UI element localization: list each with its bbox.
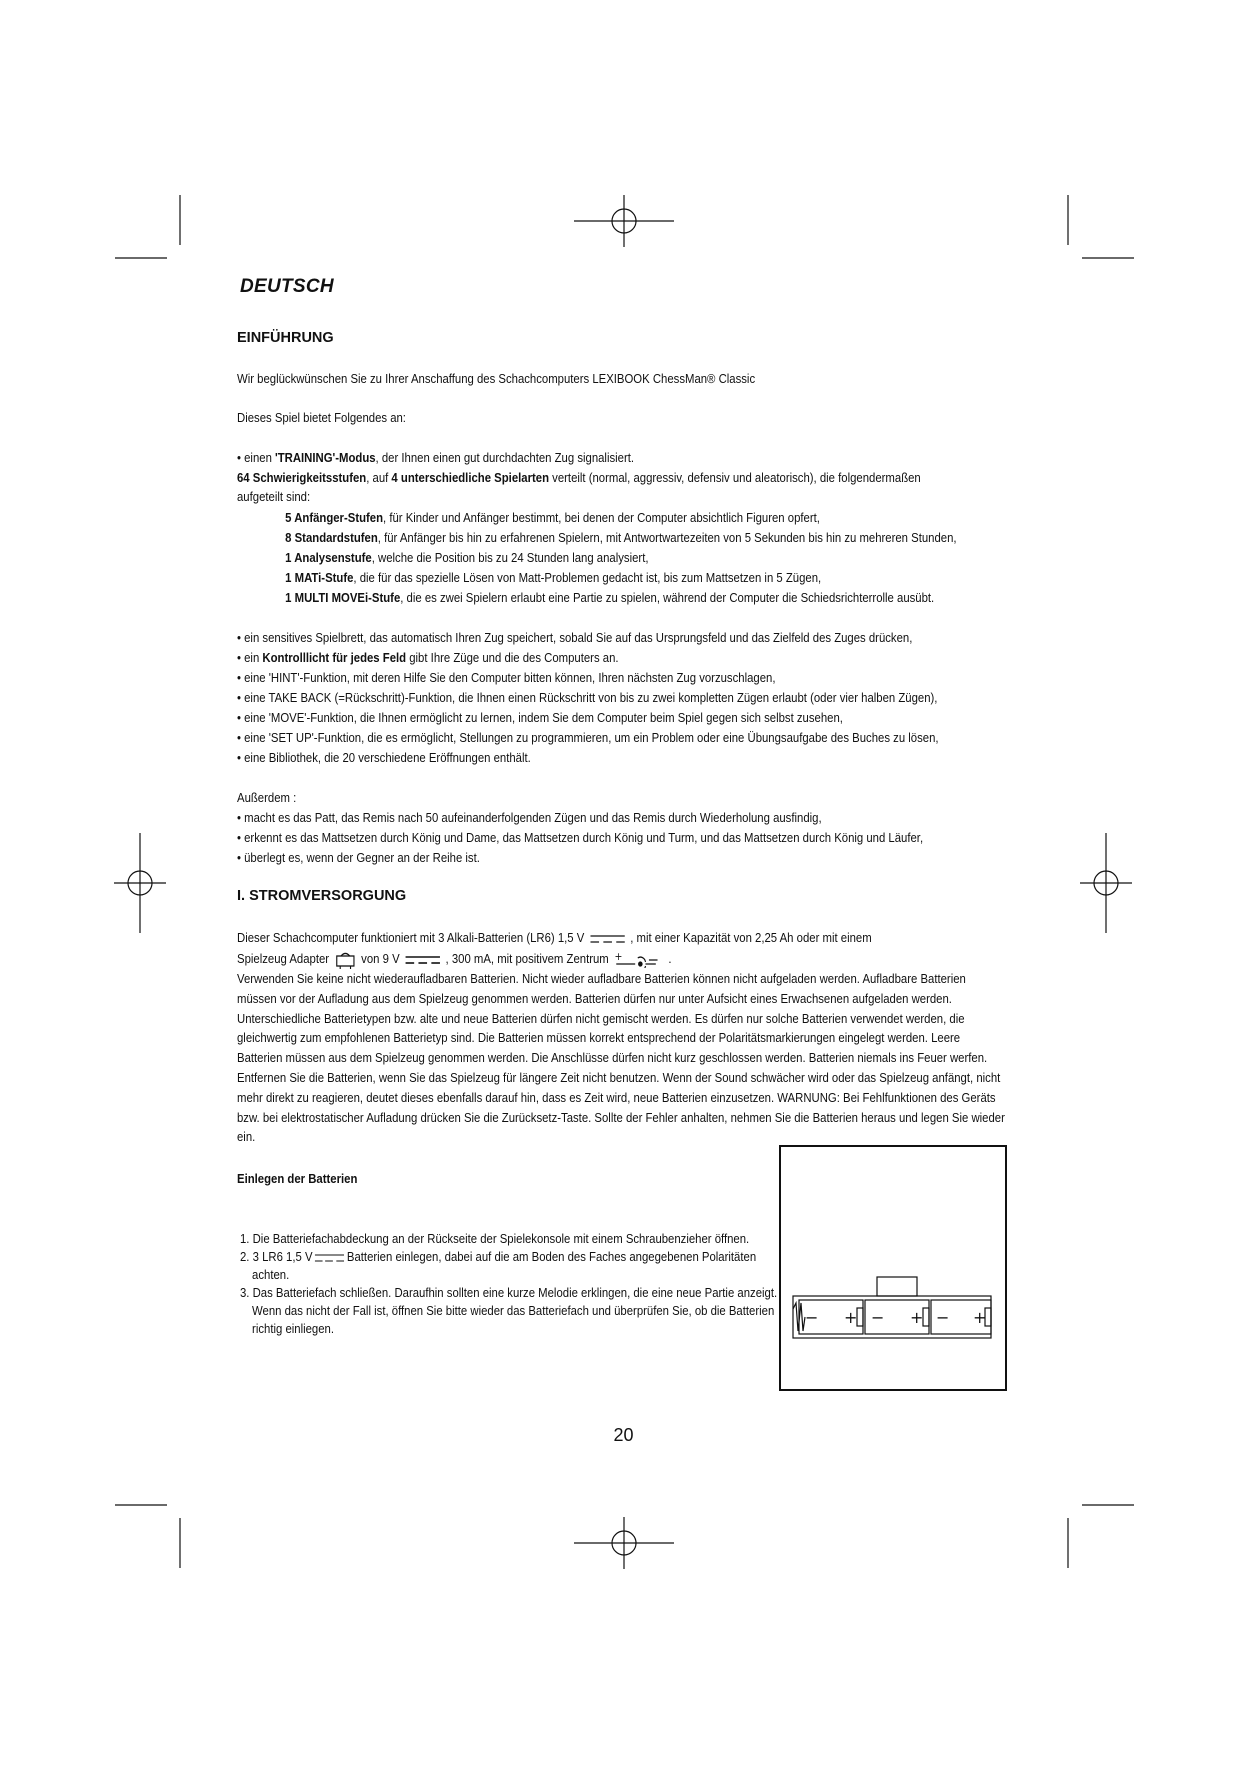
plus-sign: + — [844, 1308, 858, 1327]
levels-bold-2: 4 unterschiedliche Spielarten — [391, 470, 550, 485]
plus-sign: + — [973, 1308, 987, 1327]
step-item-2 — [240, 1248, 785, 1284]
power-line-1a: Dieser Schachcomputer funktioniert mit 3 Alkali-Batterien (LR6) 1,5 V — [237, 930, 585, 945]
plus-sign: + — [910, 1308, 924, 1327]
minus-sign: − — [871, 1308, 885, 1327]
level-item-bold: 8 Standardstufen — [285, 530, 378, 545]
levels-text-cont: aufgeteilt sind: — [237, 489, 311, 504]
training-pre: • einen — [237, 450, 276, 465]
language-heading: DEUTSCH — [240, 276, 334, 297]
level-item — [237, 528, 957, 548]
feature-item: • eine TAKE BACK (=Rückschritt)-Funktion, die Ihnen einen Rückschritt von bis zu zwei kompletten Zügen erlaubt (oder vier halben Zügen), — [237, 690, 938, 705]
minus-sign: − — [805, 1308, 819, 1327]
level-item-text: , für Anfänger bis hin zu erfahrenen Spielern, mit Antwortwartezeiten von 5 Sekunden bis hin zu mehreren Stunden, — [377, 530, 957, 545]
level-item-text: , für Kinder und Anfänger bestimmt, bei denen der Computer absichtlich Figuren opfert, — [383, 510, 820, 525]
adapter-icon — [335, 951, 356, 969]
dc-symbol-icon — [315, 1253, 344, 1263]
levels-mid: , auf — [366, 470, 392, 485]
levels-bold-1: 64 Schwierigkeitsstufen — [237, 470, 367, 485]
also-item: • erkennt es das Mattsetzen durch König und Dame, das Mattsetzen durch König und Turm, und das Mattsetzen durch König und Läufer, — [237, 830, 924, 845]
levels-text — [237, 468, 921, 488]
congrats-text: Wir beglückwünschen Sie zu Ihrer Anschaffung des Schachcomputers LEXIBOOK ChessMan® Classic — [237, 371, 756, 386]
dc-symbol-icon — [405, 955, 439, 965]
step-2-rest: Batterien einlegen, dabei auf die am Boden des Faches angegebenen Polaritäten achten. — [252, 1249, 757, 1282]
svg-text:+: + — [614, 951, 623, 963]
power-body: Verwenden Sie keine nicht wiederaufladbaren Batterien. Nicht wieder aufladbare Batterien können nicht aufgeladen werden. Aufladbare Batterien müssen vor der Aufladung aus dem Spielzeug genommen werden. Batterien dürfen nur unter Aufsicht eines Erwachsenen aufgeladen werden. Unterschiedliche Batterietypen bzw. alte und neue Batterien dürfen nicht gemischt werden. Es dürfen nur solche Batterien verwendet werden, die gleichwertig zum empfohlenen Batterietyp sind. Die Batterien müssen korrekt entsprechend der Polaritätsmarkierungen eingelegt werden. Leere Batterien müssen aus dem Spielzeug genommen werden. Die Anschlüsse dürfen nicht kurz geschlossen werden. Batterien niemals ins Feuer werfen. Entfernen Sie die Batterien, wenn Sie das Spielzeug für längere Zeit nicht benutzen. Wenn der Sound schwächer wird oder das Spielzeug anfängt, nicht mehr direkt zu reagieren, deutet dieses ebenfalls darauf hin, dass es Zeit wird, neue Batterien einzusetzen. WARNUNG: Bei Fehlfunktionen des Geräts bzw. bei elektrostatischer Aufladung drücken Sie die Zurücksetz-Taste. Sollte der Fehler anhalten, nehmen Sie die Batterien heraus und legen Sie wieder ein. — [237, 971, 1005, 1145]
feature-item: • eine 'HINT'-Funktion, mit deren Hilfe Sie den Computer bitten können, Ihren nächsten Zug vorzuschlagen, — [237, 670, 776, 685]
power-line-2 — [237, 949, 899, 969]
light-pre: • ein — [237, 650, 263, 665]
offers-text: Dieses Spiel bietet Folgendes an: — [237, 410, 406, 425]
feature-item: • eine 'MOVE'-Funktion, die Ihnen ermöglicht zu lernen, indem Sie dem Computer beim Spiel gegen sich selbst zusehen, — [237, 710, 843, 725]
polarity-symbol-icon — [614, 952, 662, 968]
level-item — [237, 568, 899, 588]
levels-post: verteilt (normal, aggressiv, defensiv und aleatorisch), die folgendermaßen — [549, 470, 921, 485]
level-list — [237, 508, 957, 608]
step-item: 3. Das Batteriefach schließen. Daraufhin sollten eine kurze Melodie erklingen, die eine neue Partie anzeigt. Wenn das nicht der Fall ist, öffnen Sie bitte wieder das Batteriefach und überprüfen Sie, ob die Batterien richtig einliegen. — [240, 1285, 778, 1336]
level-item-text: , die für das spezielle Lösen von Matt-Problemen gedacht ist, bis zum Mattsetzen in 5 Zügen, — [353, 570, 822, 585]
level-item — [237, 548, 899, 568]
battery-diagram — [779, 1145, 1007, 1391]
power-line-1 — [237, 928, 899, 948]
power-line-2c: , 300 mA, mit positivem Zentrum — [445, 951, 609, 966]
insert-heading: Einlegen der Batterien — [237, 1171, 358, 1186]
level-item-bold: 1 Analysenstufe — [285, 550, 372, 565]
minus-sign: − — [936, 1308, 950, 1327]
feature-item: • ein sensitives Spielbrett, das automatisch Ihren Zug speichert, sobald Sie auf das Ursprungsfeld und das Zielfeld des Zuges drücken, — [237, 630, 913, 645]
training-bold: 'TRAINING'-Modus — [275, 450, 376, 465]
light-bold: Kontrolllicht für jedes Feld — [262, 650, 407, 665]
feature-list — [237, 628, 939, 768]
step-item: 1. Die Batteriefachabdeckung an der Rückseite der Spielekonsole mit einem Schraubenzieher öffnen. — [240, 1231, 750, 1246]
steps-list — [240, 1230, 778, 1338]
also-text: Außerdem : — [237, 790, 297, 805]
dc-symbol-icon — [590, 934, 624, 944]
page-number: 20 — [613, 1425, 634, 1445]
step-2-lead: 2. 3 LR6 1,5 V — [240, 1249, 313, 1264]
also-list — [237, 808, 924, 868]
power-line-1b: , mit einer Kapazität von 2,25 Ah oder mit einem — [630, 930, 872, 945]
feature-item: • eine Bibliothek, die 20 verschiedene Eröffnungen enthält. — [237, 750, 531, 765]
section-heading-intro: EINFÜHRUNG — [237, 330, 334, 346]
power-line-2a: Spielzeug Adapter — [237, 951, 330, 966]
light-post: gibt Ihre Züge und die des Computers an. — [406, 650, 619, 665]
level-item-text: , welche die Position bis zu 24 Stunden lang analysiert, — [371, 550, 649, 565]
battery-compartment-icon — [781, 1147, 1005, 1389]
level-item-bold: 1 MULTI MOVEi-Stufe — [285, 590, 401, 605]
training-post: , der Ihnen einen gut durchdachten Zug signalisiert. — [375, 450, 635, 465]
feature-item: • eine 'SET UP'-Funktion, die es ermöglicht, Stellungen zu programmieren, um ein Problem oder eine Übungsaufgabe des Buches zu lösen, — [237, 730, 939, 745]
also-item: • überlegt es, wenn der Gegner an der Reihe ist. — [237, 850, 480, 865]
power-line-2d: . — [668, 951, 672, 966]
level-item — [237, 588, 935, 608]
section-heading-power: I. STROMVERSORGUNG — [237, 888, 407, 904]
level-item-bold: 1 MATi-Stufe — [285, 570, 354, 585]
level-item-bold: 5 Anfänger-Stufen — [285, 510, 384, 525]
also-item: • macht es das Patt, das Remis nach 50 aufeinanderfolgenden Zügen und das Remis durch Wiederholung ausfindig, — [237, 810, 822, 825]
feature-item-light — [237, 648, 899, 668]
level-item — [237, 508, 899, 528]
level-item-text: , die es zwei Spielern erlaubt eine Partie zu spielen, während der Computer die Schiedsrichterrolle ausübt. — [400, 590, 935, 605]
power-line-2b: von 9 V — [361, 951, 400, 966]
feature-training — [237, 448, 899, 468]
